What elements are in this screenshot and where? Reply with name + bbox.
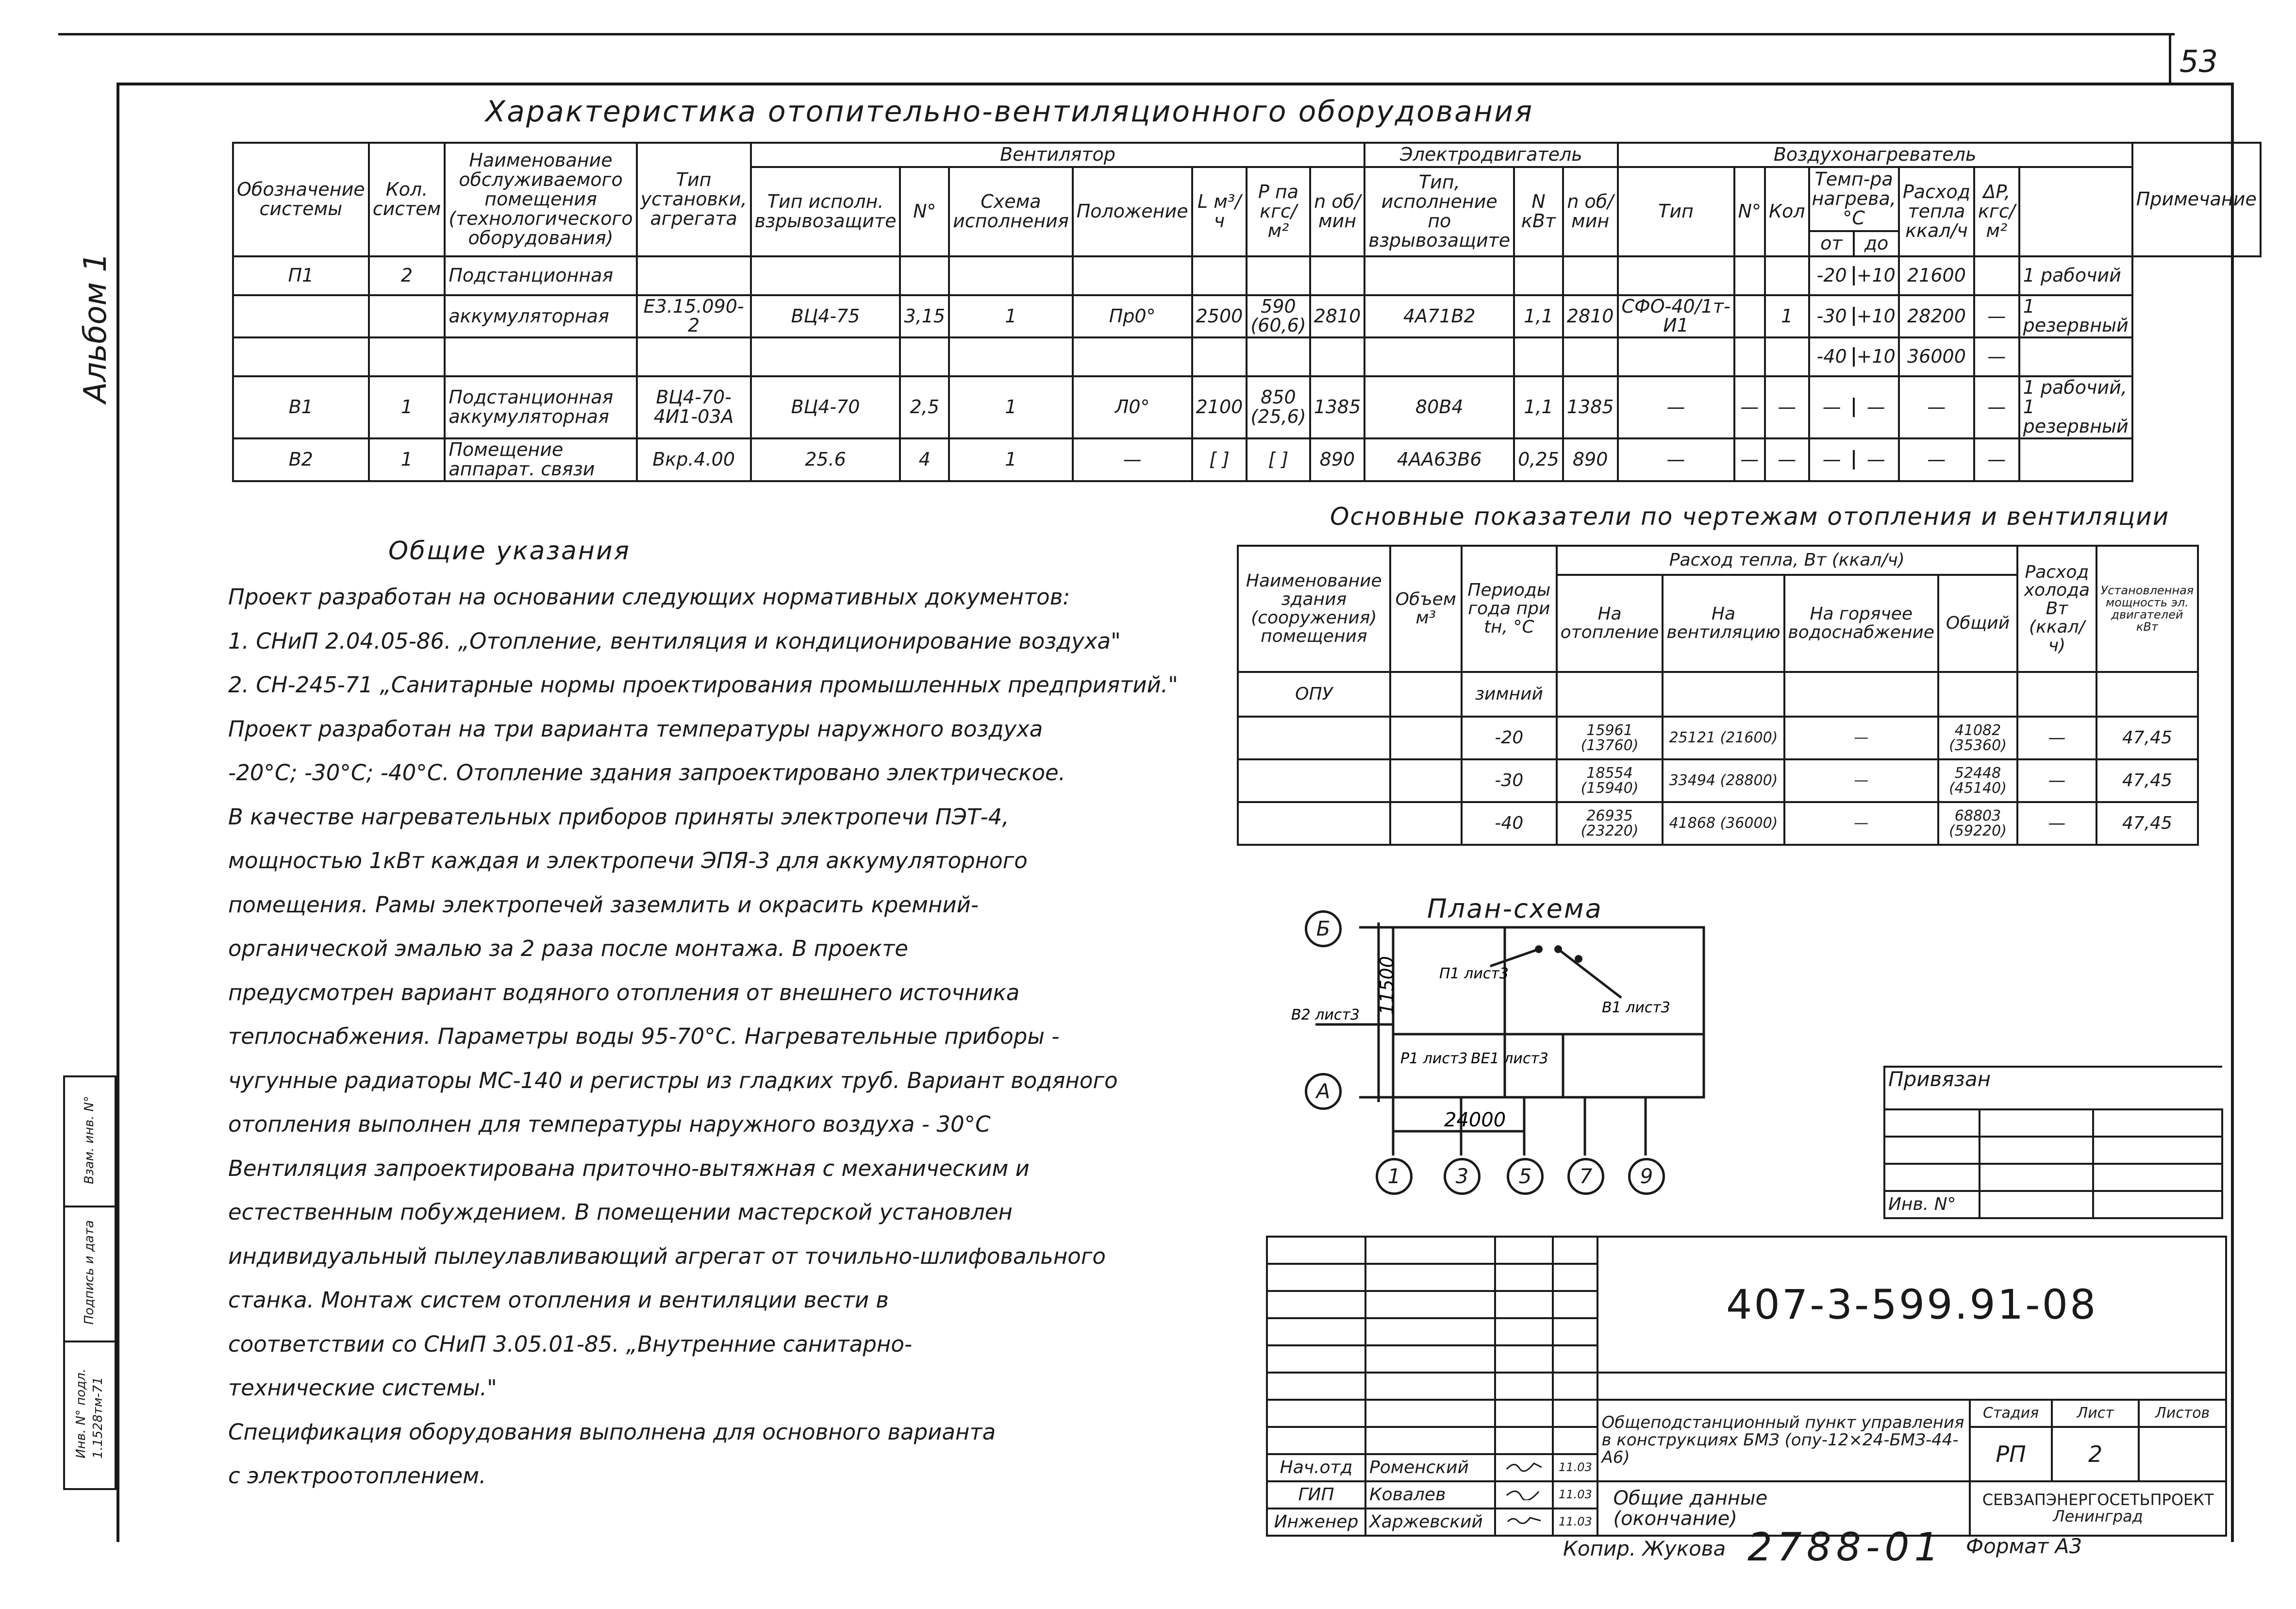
table-cell: 4АА63В6: [1364, 438, 1514, 481]
heat-from-value: -40: [1811, 347, 1855, 367]
staff-role-0: Нач.отд: [1267, 1454, 1365, 1481]
col-fan-no: N°: [900, 167, 949, 256]
note-line: технические системы.": [228, 1375, 497, 1401]
table-cell: Подстанционная аккумуляторная: [445, 376, 636, 438]
col-hot-water: На горячее водоснабжение: [1784, 575, 1938, 672]
table-cell: 52448 (45140): [1938, 759, 2017, 802]
table-cell: 2: [369, 256, 445, 295]
note-line: Проект разработан на основании следующих нормативных документов:: [228, 584, 1070, 610]
table-cell: [1734, 295, 1765, 338]
side-sign: Подпись и дата: [64, 1207, 116, 1341]
side-stamp: [63, 1075, 116, 1490]
heat-to-value: —: [1866, 396, 1885, 418]
table-cell: Вкр.4.00: [637, 438, 751, 481]
table-cell: —: [2017, 802, 2096, 845]
plan-dim-horizontal: 24000: [1444, 1109, 1506, 1131]
sheet-number: 53: [2180, 44, 2218, 79]
table-cell: 850 (25,6): [1247, 376, 1310, 438]
note-line: мощностью 1кВт каждая и электропечи ЭПЯ-3 для аккумуляторного: [228, 848, 1028, 873]
table-cell: [1238, 802, 1390, 845]
table-cell: 1,1: [1514, 376, 1563, 438]
plan-label-r1: Р1 лист3: [1400, 1050, 1468, 1067]
col-heat-flow: Расход тепла ккал/ч: [1899, 167, 1974, 256]
col-cold: Расход холода Вт (ккал/ч): [2017, 546, 2096, 672]
table-cell: 1: [369, 438, 445, 481]
heat-from-value: —: [1811, 450, 1855, 469]
table-cell: [1390, 717, 1462, 759]
note-line: станка. Монтаж систем отопления и вентиляции вести в: [228, 1287, 889, 1313]
album-label: Альбом 1: [78, 252, 114, 403]
table-cell: В2: [233, 438, 369, 481]
note-line: В качестве нагревательных приборов приняты электропечи ПЭТ-4,: [228, 804, 1009, 830]
staff-role-1: ГИП: [1267, 1481, 1365, 1508]
col-fan-scheme: Схема исполнения: [949, 167, 1073, 256]
staff-sign-0: [1495, 1454, 1553, 1481]
table-cell: [ ]: [1247, 438, 1310, 481]
table-cell: [1765, 256, 1809, 295]
table-cell: [949, 337, 1073, 376]
table-cell: —: [1784, 802, 1938, 845]
sheet-label: Лист: [2052, 1400, 2139, 1427]
col-period: Периоды года при tн, °С: [1462, 546, 1557, 672]
table-row: [1238, 672, 2198, 717]
sheet-title-1: Общие данные: [1613, 1487, 1768, 1509]
note-line: 1. СНиП 2.04.05-86. „Отопление, вентиляция и кондиционирование воздуха": [228, 628, 1121, 654]
table-cell: 1385: [1563, 376, 1618, 438]
table-cell: зимний: [1462, 672, 1557, 717]
sheets-label: Листов: [2139, 1400, 2226, 1427]
col-note: Примечание: [2132, 143, 2261, 256]
table-cell: —: [1899, 376, 1974, 438]
heat-table-title: Основные показатели по чертежам отопления и вентиляции: [1330, 503, 2170, 531]
col-fan-l: L м³/ч: [1192, 167, 1247, 256]
table-cell: [1734, 256, 1765, 295]
table-row: [233, 438, 2261, 481]
plan-label-p1: П1 лист3: [1439, 965, 1509, 982]
group-motor: Электродвигатель: [1364, 143, 1617, 167]
table-cell: ВЦ4-70: [751, 376, 900, 438]
table-cell: [1390, 759, 1462, 802]
table-cell: В1: [233, 376, 369, 438]
table-cell: 2810: [1310, 295, 1365, 338]
table-cell: 1 рабочий: [2019, 256, 2132, 295]
side-replace: Взам. инв. N°: [64, 1076, 116, 1207]
table-cell: [1238, 717, 1390, 759]
signature-icon: [1505, 1513, 1544, 1527]
table-cell: [1514, 337, 1563, 376]
table-cell: —: [2017, 759, 2096, 802]
note-line: предусмотрен вариант водяного отопления от внешнего источника: [228, 979, 1020, 1006]
table-cell: 890: [1563, 438, 1618, 481]
col-heat-qty: Кол: [1765, 167, 1809, 256]
axis-col-9: 9: [1628, 1158, 1665, 1195]
table-cell: 15961 (13760): [1557, 717, 1663, 759]
stage: РП: [1970, 1427, 2052, 1481]
drawing-code: 407-3-599.91-08: [1597, 1237, 2226, 1373]
table-cell: [1938, 672, 2017, 717]
table-cell: 4: [900, 438, 949, 481]
table-cell: —: [1765, 376, 1809, 438]
col-heating: На отопление: [1557, 575, 1663, 672]
table-cell: [1784, 672, 1938, 717]
table-cell: [2017, 672, 2096, 717]
note-line: органической эмалью за 2 раза после монтажа. В проекте: [228, 936, 908, 961]
footer-format: Формат А3: [1966, 1534, 2082, 1558]
table-cell: 47,45: [2096, 802, 2198, 845]
table-row: [233, 337, 2261, 376]
table-row: [233, 376, 2261, 438]
table-cell: ВЦ4-70-4И1-03А: [637, 376, 751, 438]
equipment-table-title: Характеристика отопительно-вентиляционного оборудования: [485, 95, 1534, 129]
table-cell: [2096, 672, 2198, 717]
note-line: с электроотоплением.: [228, 1463, 486, 1489]
table-cell: 25.6: [751, 438, 900, 481]
table-cell: [445, 337, 636, 376]
staff-name-0: Роменский: [1365, 1454, 1495, 1481]
table-cell: [1809, 337, 1899, 376]
table-cell: [751, 337, 900, 376]
table-cell: —: [1073, 438, 1192, 481]
heat-group: Расход тепла, Вт (ккал/ч): [1557, 546, 2017, 575]
table-cell: 2500: [1192, 295, 1247, 338]
heat-from-value: —: [1811, 398, 1855, 417]
heat-from: от: [1810, 232, 1855, 255]
table-cell: [1809, 438, 1899, 481]
table-cell: 1 рабочий, 1 резервный: [2019, 376, 2132, 438]
plan-title: План-схема: [1427, 893, 1603, 924]
table-cell: 68803 (59220): [1938, 802, 2017, 845]
table-row: [1238, 802, 2198, 845]
col-heat-type: Тип: [1618, 167, 1734, 256]
heat-table: [1237, 545, 2199, 846]
axis-col-3: 3: [1444, 1158, 1481, 1195]
col-fan-pos: Положение: [1073, 167, 1192, 256]
table-cell: [1192, 256, 1247, 295]
table-cell: [1364, 256, 1514, 295]
table-cell: [1809, 256, 1899, 295]
table-cell: ОПУ: [1238, 672, 1390, 717]
staff-date-2: 11.03: [1553, 1508, 1597, 1536]
col-fan-type: Тип исполн. взрывозащите: [751, 167, 900, 256]
table-cell: —: [1734, 438, 1765, 481]
note-line: отопления выполнен для температуры наружного воздуха - 30°С: [228, 1111, 991, 1137]
equipment-table: [232, 142, 2262, 482]
heat-from-value: -20: [1811, 266, 1855, 285]
table-cell: 1,1: [1514, 295, 1563, 338]
table-cell: 28200: [1899, 295, 1974, 338]
footer-copied: Копир. Жукова: [1563, 1537, 1726, 1560]
sheet: 2: [2052, 1427, 2139, 1481]
table-cell: Пр0°: [1073, 295, 1192, 338]
sheet-title-2: (окончание): [1613, 1508, 1737, 1530]
title-block: [1266, 1236, 2227, 1537]
table-cell: —: [2017, 717, 2096, 759]
footer-number: 2788-01: [1747, 1525, 1944, 1570]
col-fan-n: n об/мин: [1310, 167, 1365, 256]
table-cell: 890: [1310, 438, 1365, 481]
table-cell: [949, 256, 1073, 295]
table-cell: -20: [1462, 717, 1557, 759]
table-cell: [1310, 256, 1365, 295]
table-cell: 2810: [1563, 295, 1618, 338]
note-line: помещения. Рамы электропечей заземлить и окрасить кремний-: [228, 891, 979, 918]
table-cell: [1247, 256, 1310, 295]
table-cell: [751, 256, 900, 295]
table-cell: [1238, 759, 1390, 802]
col-power: Установленная мощность эл. двигателей кВт: [2096, 546, 2198, 672]
table-cell: 47,45: [2096, 759, 2198, 802]
heat-to-value: +10: [1856, 305, 1896, 327]
col-mot-rpm: n об/мин: [1563, 167, 1618, 256]
heat-to: до: [1864, 232, 1889, 254]
plan-label-b1: В1 лист3: [1602, 999, 1670, 1016]
table-cell: СФО-40/1т-И1: [1618, 295, 1734, 338]
notes-title: Общие указания: [388, 536, 631, 566]
table-cell: П1: [233, 256, 369, 295]
staff-sign-2: [1495, 1508, 1553, 1536]
table-cell: -30: [1462, 759, 1557, 802]
binding-title: Привязан: [1884, 1067, 2222, 1109]
table-cell: [1618, 256, 1734, 295]
table-cell: [1974, 256, 2019, 295]
table-cell: 26935 (23220): [1557, 802, 1663, 845]
table-cell: [1663, 672, 1784, 717]
table-row: [233, 256, 2261, 295]
col-qty: Кол. систем: [369, 143, 445, 256]
table-row: [1238, 717, 2198, 759]
table-cell: [1557, 672, 1663, 717]
group-fan: Вентилятор: [751, 143, 1365, 167]
heat-from-value: -30: [1811, 307, 1855, 326]
table-cell: [900, 337, 949, 376]
heat-to-value: +10: [1856, 346, 1896, 368]
table-cell: 80В4: [1364, 376, 1514, 438]
table-row: [1238, 759, 2198, 802]
table-cell: 590 (60,6): [1247, 295, 1310, 338]
table-cell: -40: [1462, 802, 1557, 845]
col-unit-type: Тип установки, агрегата: [637, 143, 751, 256]
col-room: Наименование обслуживаемого помещения (технологического оборудования): [445, 143, 636, 256]
table-cell: [637, 256, 751, 295]
note-line: Проект разработан на три варианта температуры наружного воздуха: [228, 716, 1043, 742]
table-cell: —: [1765, 438, 1809, 481]
table-cell: —: [1784, 759, 1938, 802]
table-cell: Помещение аппарат. связи: [445, 438, 636, 481]
table-cell: [1563, 256, 1618, 295]
col-heat-no: N°: [1734, 167, 1765, 256]
table-cell: [ ]: [1192, 438, 1247, 481]
general-notes: [228, 575, 1238, 1498]
table-cell: [1765, 337, 1809, 376]
note-line: естественным побуждением. В помещении мастерской установлен: [228, 1199, 1013, 1225]
table-cell: [1809, 295, 1899, 338]
note-line: 2. СН-245-71 „Санитарные нормы проектирования промышленных предприятий.": [228, 672, 1178, 698]
table-cell: Е3.15.090-2: [637, 295, 751, 338]
table-cell: 1: [949, 295, 1073, 338]
table-cell: [1618, 337, 1734, 376]
table-cell: [1073, 256, 1192, 295]
axis-col-7: 7: [1567, 1158, 1604, 1195]
table-cell: 21600: [1899, 256, 1974, 295]
axis-col-5: 5: [1507, 1158, 1544, 1195]
table-cell: 36000: [1899, 337, 1974, 376]
table-cell: 2,5: [900, 376, 949, 438]
note-line: чугунные радиаторы МС-140 и регистры из гладких труб. Вариант водяного: [228, 1067, 1118, 1093]
note-line: Спецификация оборудования выполнена для основного варианта: [228, 1419, 996, 1445]
table-cell: [1073, 337, 1192, 376]
table-cell: [900, 256, 949, 295]
col-heat-dp: ΔP, кгс/м²: [1974, 167, 2019, 256]
binding-inv: Инв. N°: [1884, 1191, 1980, 1218]
axis-row-a: А: [1305, 1073, 1342, 1110]
table-cell: Подстанционная: [445, 256, 636, 295]
table-cell: ВЦ4-75: [751, 295, 900, 338]
table-cell: 25121 (21600): [1663, 717, 1784, 759]
table-cell: 41868 (36000): [1663, 802, 1784, 845]
plan-dim-vertical: 11500: [1376, 956, 1398, 1015]
col-ventilation: На вентиляцию: [1663, 575, 1784, 672]
table-cell: 4А71В2: [1364, 295, 1514, 338]
top-line: [58, 33, 2175, 35]
table-cell: 1: [949, 376, 1073, 438]
table-cell: 1: [949, 438, 1073, 481]
table-cell: 2100: [1192, 376, 1247, 438]
note-line: -20°С; -30°С; -40°С. Отопление здания запроектировано электрическое.: [228, 760, 1066, 786]
table-cell: 1385: [1310, 376, 1365, 438]
table-cell: [369, 337, 445, 376]
plan-label-b2: В2 лист3: [1291, 1006, 1360, 1023]
table-cell: —: [1618, 438, 1734, 481]
table-cell: [1310, 337, 1365, 376]
table-cell: Л0°: [1073, 376, 1192, 438]
binding-block: [1883, 1066, 2223, 1219]
table-cell: [369, 295, 445, 338]
org-city: Ленинград: [2053, 1507, 2143, 1525]
note-line: соответствии со СНиП 3.05.01-85. „Внутренние санитарно-: [228, 1331, 913, 1357]
table-cell: [1563, 337, 1618, 376]
table-cell: 0,25: [1514, 438, 1563, 481]
table-cell: [2019, 438, 2132, 481]
table-cell: 47,45: [2096, 717, 2198, 759]
staff-sign-1: [1495, 1481, 1553, 1508]
col-volume: Объем м³: [1390, 546, 1462, 672]
note-line: Вентиляция запроектирована приточно-вытяжная с механическим и: [228, 1155, 1030, 1181]
heat-to-value: —: [1866, 448, 1885, 470]
table-cell: 33494 (28800): [1663, 759, 1784, 802]
table-cell: —: [1618, 376, 1734, 438]
table-cell: —: [1974, 376, 2019, 438]
table-cell: [637, 337, 751, 376]
table-cell: 1: [1765, 295, 1809, 338]
col-system: Обозначение системы: [233, 143, 369, 256]
table-cell: —: [1974, 295, 2019, 338]
table-cell: [1247, 337, 1310, 376]
staff-role-2: Инженер: [1267, 1508, 1365, 1536]
table-cell: —: [1734, 376, 1765, 438]
table-cell: [1192, 337, 1247, 376]
table-cell: 18554 (15940): [1557, 759, 1663, 802]
table-cell: 1: [369, 376, 445, 438]
signature-icon: [1505, 1458, 1544, 1473]
col-total: Общий: [1938, 575, 2017, 672]
signature-icon: [1505, 1486, 1544, 1500]
staff-date-0: 11.03: [1553, 1454, 1597, 1481]
heat-to-value: +10: [1856, 264, 1896, 286]
col-mot-n: N кВт: [1514, 167, 1563, 256]
table-cell: [1390, 802, 1462, 845]
side-inv: Инв. N° подл. 1.1528тм-71: [64, 1341, 116, 1489]
table-cell: [1809, 376, 1899, 438]
col-heat-temp: Темп-ра нагрева, °С от до: [1809, 167, 1899, 256]
staff-name-1: Ковалев: [1365, 1481, 1495, 1508]
col-mot-type: Тип, исполнение по взрывозащите: [1364, 167, 1514, 256]
col-building: Наименование здания (сооружения) помещения: [1238, 546, 1390, 672]
table-cell: [233, 295, 369, 338]
table-row: [233, 295, 2261, 338]
table-cell: аккумуляторная: [445, 295, 636, 338]
staff-date-1: 11.03: [1553, 1481, 1597, 1508]
project-name: Общеподстанционный пункт управления в конструкциях БМЗ (опу-12×24-БМЗ-44-А6): [1597, 1400, 1970, 1481]
table-cell: [2019, 337, 2132, 376]
plan-label-be1: ВЕ1 лист3: [1471, 1050, 1548, 1067]
note-line: теплоснабжения. Параметры воды 95-70°С. Нагревательные приборы -: [228, 1023, 1060, 1049]
table-cell: 1 резервный: [2019, 295, 2132, 338]
table-cell: [233, 337, 369, 376]
axis-row-b: Б: [1305, 910, 1342, 947]
stage-label: Стадия: [1970, 1400, 2052, 1427]
table-cell: 3,15: [900, 295, 949, 338]
group-heater: Воздухонагреватель: [1618, 143, 2132, 167]
note-line: индивидуальный пылеулавливающий агрегат от точильно-шлифовального: [228, 1243, 1106, 1269]
table-cell: [1390, 672, 1462, 717]
table-cell: —: [1974, 337, 2019, 376]
axis-col-1: 1: [1376, 1158, 1413, 1195]
table-cell: [1364, 337, 1514, 376]
table-cell: —: [1784, 717, 1938, 759]
table-cell: 41082 (35360): [1938, 717, 2017, 759]
org-name: СЕВЗАПЭНЕРГОСЕТЬПРОЕКТ: [1982, 1491, 2214, 1509]
col-fan-p: P па кгс/м²: [1247, 167, 1310, 256]
table-cell: [1734, 337, 1765, 376]
table-cell: —: [1974, 438, 2019, 481]
table-cell: [1514, 256, 1563, 295]
staff-name-2: Харжевский: [1365, 1508, 1495, 1536]
table-cell: —: [1899, 438, 1974, 481]
